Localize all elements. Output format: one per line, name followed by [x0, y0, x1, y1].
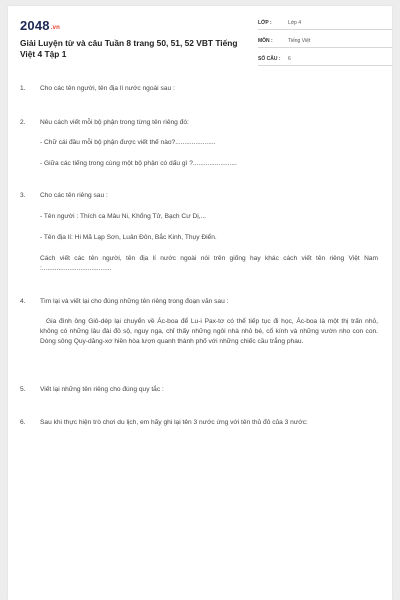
question-number: 6.	[20, 419, 26, 426]
question-text: Sau khi thực hiện trò chơi du lịch, em hãy ghi lại tên 3 nước ứng với tên thủ đô của 3 nước:	[40, 419, 308, 426]
question-3-sub-2: - Tên địa lí: Hi Mã Lạp Sơn, Luân Đôn, Bắc Kinh, Thụy Điển.	[40, 234, 217, 241]
meta-key: LỚP :	[258, 19, 272, 26]
logo-main: 2048	[20, 18, 50, 33]
question-number: 1.	[20, 85, 26, 92]
meta-value: 6	[288, 55, 291, 62]
site-logo[interactable]	[20, 18, 60, 33]
question-number: 5.	[20, 386, 26, 393]
question-2-sub-2: - Giữa các tiếng trong cùng một bộ phận có dấu gì ?........................	[40, 160, 237, 167]
logo-suffix: .vn	[50, 25, 61, 31]
meta-row-subject	[258, 34, 392, 48]
meta-row-class	[258, 16, 392, 30]
worksheet-page	[8, 6, 392, 600]
question-4-passage: Gia đình ông Giô-dép lại chuyển về Ác-boa để Lu-i Pax-tơ có thể tiếp tục đi học, Ác-boa là một thị trấn nhỏ, không có những lâu đài đồ sộ, nguy nga, chỉ thấy những ngôi nhà nhỏ bé, cổ kính và những vườn nho con con. Dòng sông Quy-dăng-xơ hiền hòa lượn quanh thành phố với những chiếc cầu trắng phau.	[40, 318, 378, 345]
meta-key: SỐ CÂU :	[258, 55, 281, 62]
question-text: Cho các tên người, tên địa lí nước ngoài sau :	[40, 85, 175, 92]
question-3-note: Cách viết các tên người, tên địa lí nước ngoài nói trên giống hay khác cách viết tên riêng Việt Nam :......................................	[40, 255, 378, 272]
meta-row-question-count	[258, 52, 392, 66]
question-text: Cho các tên riêng sau :	[40, 192, 108, 199]
question-text: Tìm lại và viết lại cho đúng những tên riêng trong đoạn văn sau :	[40, 298, 229, 305]
meta-table	[258, 16, 392, 70]
question-number: 4.	[20, 298, 26, 305]
document-title: Giải Luyện từ và câu Tuần 8 trang 50, 51, 52 VBT Tiếng Việt 4 Tập 1	[20, 38, 238, 59]
worksheet-header	[20, 14, 380, 66]
question-2-sub-1: - Chữ cái đầu mỗi bộ phận được viết thế nào?......................	[40, 139, 216, 146]
question-text: Viết lại những tên riêng cho đúng quy tắc :	[40, 386, 164, 393]
question-3-sub-1: - Tên người : Thích ca Mâu Ni, Khổng Tử, Bạch Cư Dị,...	[40, 213, 206, 220]
meta-value: Lớp 4	[288, 19, 302, 26]
question-number: 2.	[20, 119, 26, 126]
question-number: 3.	[20, 192, 26, 199]
question-text: Nêu cách viết mỗi bộ phận trong từng tên riêng đó:	[40, 119, 189, 126]
meta-key: MÔN :	[258, 37, 273, 44]
meta-value: Tiếng Việt	[288, 37, 311, 44]
